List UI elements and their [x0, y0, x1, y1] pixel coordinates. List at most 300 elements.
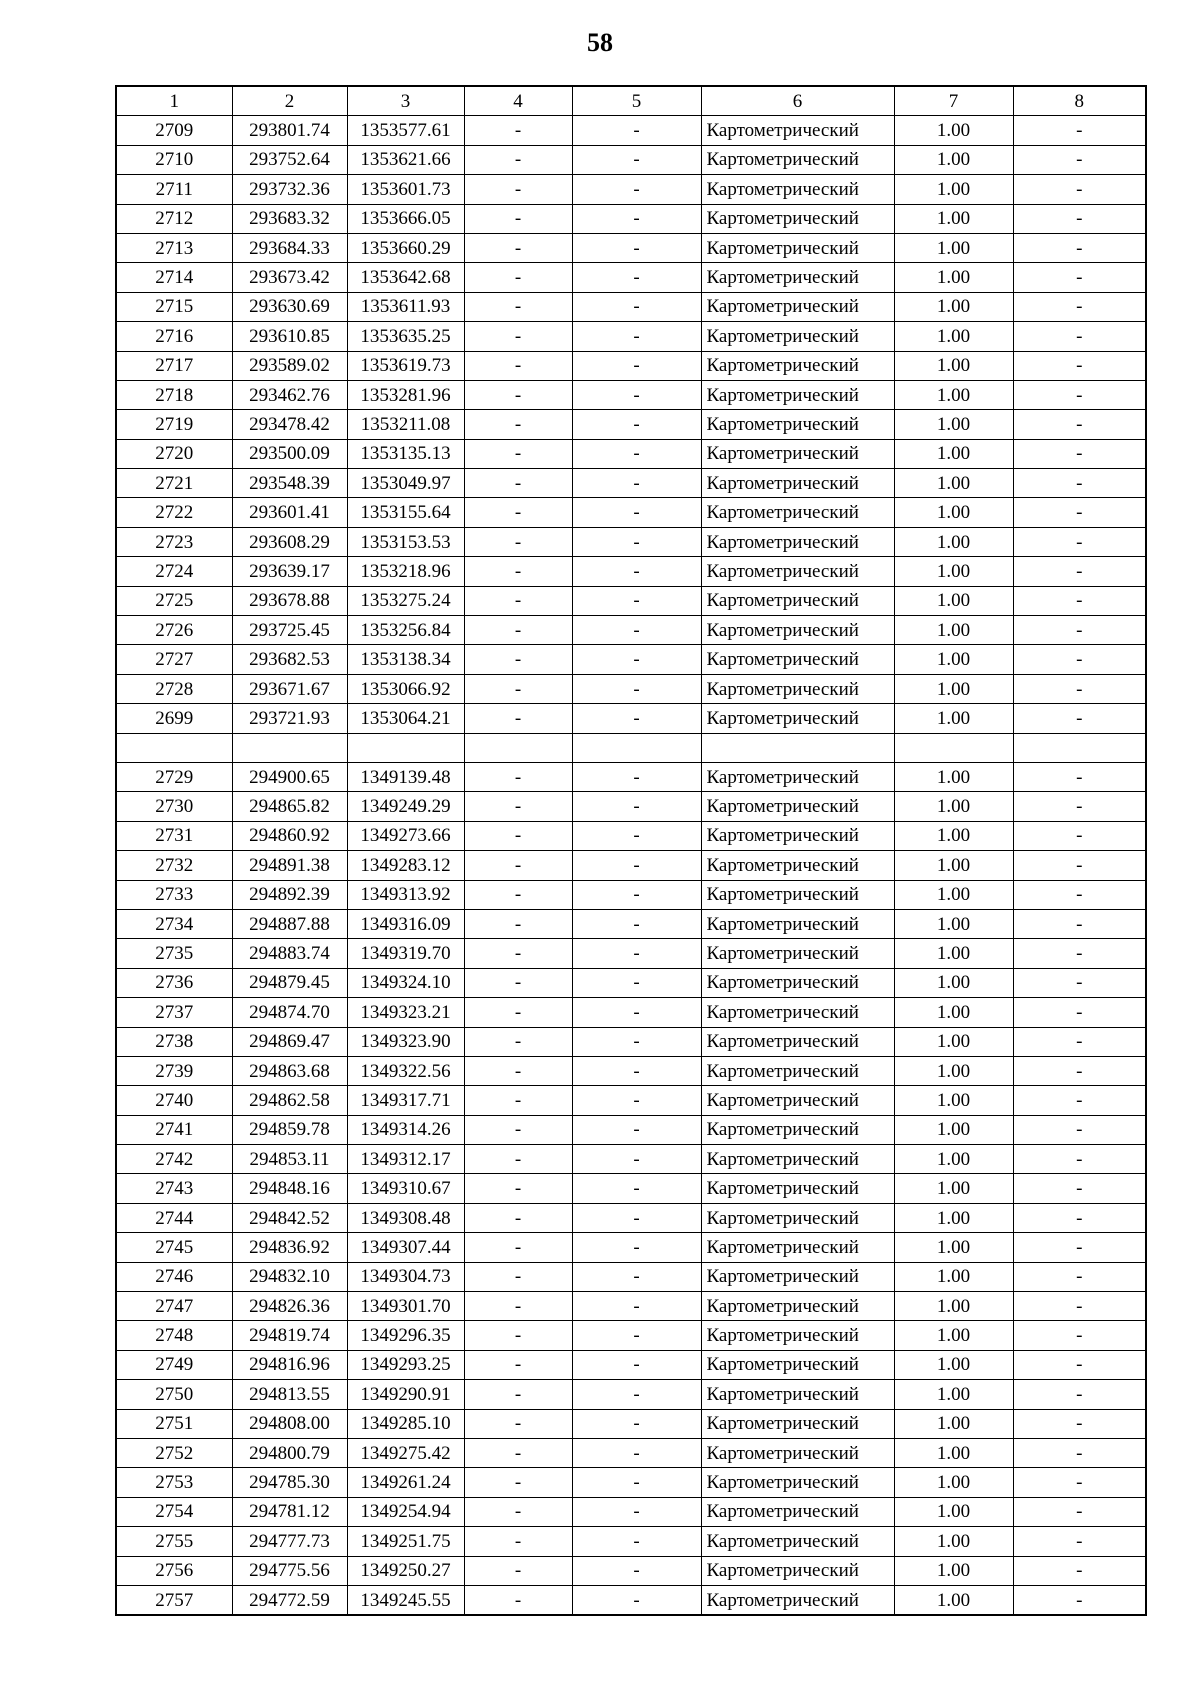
table-cell: 294853.11 — [232, 1145, 347, 1174]
column-header: 3 — [347, 86, 464, 116]
table-cell: Картометрический — [701, 998, 894, 1027]
table-cell: 1.00 — [894, 1292, 1013, 1321]
table-cell: - — [1013, 1145, 1146, 1174]
table-cell: - — [1013, 674, 1146, 703]
table-cell: 1.00 — [894, 1438, 1013, 1467]
table-cell: 1.00 — [894, 1585, 1013, 1615]
table-cell: - — [464, 204, 572, 233]
table-cell: - — [572, 145, 701, 174]
table-cell: 1.00 — [894, 851, 1013, 880]
table-cell: Картометрический — [701, 175, 894, 204]
table-cell: - — [572, 645, 701, 674]
table-row — [116, 1292, 1146, 1321]
table-cell: - — [464, 1292, 572, 1321]
table-cell: - — [1013, 586, 1146, 615]
table-cell: 1.00 — [894, 880, 1013, 909]
table-cell: 1349283.12 — [347, 851, 464, 880]
table-cell: 1353153.53 — [347, 527, 464, 556]
table-row — [116, 116, 1146, 145]
table-cell: - — [572, 1350, 701, 1379]
table-row — [116, 1438, 1146, 1467]
table-cell: - — [572, 263, 701, 292]
table-cell: - — [1013, 292, 1146, 321]
table-row — [116, 1086, 1146, 1115]
table-cell: 2755 — [116, 1527, 232, 1556]
table-cell: - — [1013, 1262, 1146, 1291]
table-cell: - — [1013, 1086, 1146, 1115]
table-row — [116, 1380, 1146, 1409]
table-cell: Картометрический — [701, 145, 894, 174]
table-cell: - — [464, 998, 572, 1027]
table-cell: - — [464, 616, 572, 645]
table-cell: Картометрический — [701, 939, 894, 968]
table-cell: Картометрический — [701, 762, 894, 791]
table-cell: - — [1013, 410, 1146, 439]
table-cell: 2739 — [116, 1056, 232, 1085]
table-cell: 294891.38 — [232, 851, 347, 880]
table-cell: - — [572, 233, 701, 262]
table-cell: 293684.33 — [232, 233, 347, 262]
table-cell: 2736 — [116, 968, 232, 997]
table-cell: - — [464, 439, 572, 468]
table-cell: - — [1013, 351, 1146, 380]
table-cell: 1353621.66 — [347, 145, 464, 174]
table-cell: - — [464, 1527, 572, 1556]
table-cell: - — [572, 1145, 701, 1174]
table-cell: Картометрический — [701, 1468, 894, 1497]
table-cell: 2726 — [116, 616, 232, 645]
empty-cell — [464, 733, 572, 762]
table-cell: 293678.88 — [232, 586, 347, 615]
table-cell: 2712 — [116, 204, 232, 233]
table-cell: 1.00 — [894, 586, 1013, 615]
table-cell: 293610.85 — [232, 322, 347, 351]
table-cell: 294900.65 — [232, 762, 347, 791]
table-cell: - — [464, 939, 572, 968]
table-cell: 294869.47 — [232, 1027, 347, 1056]
page-number: 58 — [587, 28, 613, 57]
table-row — [116, 263, 1146, 292]
table-cell: - — [1013, 1321, 1146, 1350]
table-cell: - — [572, 909, 701, 938]
table-cell: - — [1013, 1438, 1146, 1467]
table-cell: - — [1013, 469, 1146, 498]
table-cell: 1.00 — [894, 322, 1013, 351]
table-cell: 1349316.09 — [347, 909, 464, 938]
column-header: 5 — [572, 86, 701, 116]
table-row — [116, 498, 1146, 527]
table-row — [116, 1527, 1146, 1556]
table-cell: 294862.58 — [232, 1086, 347, 1115]
table-cell: Картометрический — [701, 1056, 894, 1085]
table-cell: - — [464, 1409, 572, 1438]
empty-cell — [894, 733, 1013, 762]
table-row — [116, 439, 1146, 468]
table-cell: - — [1013, 263, 1146, 292]
table-row — [116, 1233, 1146, 1262]
table-cell: 1353138.34 — [347, 645, 464, 674]
table-cell: Картометрический — [701, 1380, 894, 1409]
table-cell: 2752 — [116, 1438, 232, 1467]
table-cell: 1349324.10 — [347, 968, 464, 997]
table-cell: - — [1013, 1233, 1146, 1262]
table-cell: Картометрический — [701, 1556, 894, 1585]
table-cell: 1.00 — [894, 233, 1013, 262]
table-cell: - — [572, 557, 701, 586]
table-cell: 2754 — [116, 1497, 232, 1526]
empty-cell — [347, 733, 464, 762]
table-cell: - — [1013, 439, 1146, 468]
table-cell: 1349322.56 — [347, 1056, 464, 1085]
table-cell: 1349251.75 — [347, 1527, 464, 1556]
table-cell: Картометрический — [701, 1497, 894, 1526]
table-cell: 1349308.48 — [347, 1203, 464, 1232]
table-row — [116, 851, 1146, 880]
table-cell: 1.00 — [894, 263, 1013, 292]
table-cell: 1.00 — [894, 939, 1013, 968]
table-cell: 294781.12 — [232, 1497, 347, 1526]
table-row — [116, 322, 1146, 351]
table-cell: - — [464, 704, 572, 733]
table-cell: 1.00 — [894, 380, 1013, 409]
table-row — [116, 1350, 1146, 1379]
table-cell: 2742 — [116, 1145, 232, 1174]
table-cell: - — [572, 1027, 701, 1056]
table-cell: 1349310.67 — [347, 1174, 464, 1203]
coordinates-table — [115, 85, 1147, 1616]
table-row — [116, 469, 1146, 498]
table-row — [116, 1556, 1146, 1585]
table-cell: 2728 — [116, 674, 232, 703]
table-cell: Картометрический — [701, 351, 894, 380]
table-cell: - — [1013, 1409, 1146, 1438]
table-cell: - — [572, 439, 701, 468]
table-cell: 1.00 — [894, 616, 1013, 645]
table-cell: - — [464, 851, 572, 880]
table-cell: - — [1013, 1380, 1146, 1409]
table-cell: Картометрический — [701, 704, 894, 733]
empty-cell — [1013, 733, 1146, 762]
table-row — [116, 1409, 1146, 1438]
column-header: 7 — [894, 86, 1013, 116]
table-cell: 1349323.90 — [347, 1027, 464, 1056]
table-cell: - — [464, 792, 572, 821]
table-cell: 1.00 — [894, 292, 1013, 321]
table-row — [116, 1203, 1146, 1232]
table-cell: - — [464, 909, 572, 938]
table-cell: 2738 — [116, 1027, 232, 1056]
table-cell: 1349296.35 — [347, 1321, 464, 1350]
table-cell: 1349273.66 — [347, 821, 464, 850]
table-cell: - — [572, 674, 701, 703]
table-cell: - — [1013, 322, 1146, 351]
table-cell: - — [464, 351, 572, 380]
table-cell: - — [464, 322, 572, 351]
table-row — [116, 527, 1146, 556]
table-cell: 2713 — [116, 233, 232, 262]
column-header: 2 — [232, 86, 347, 116]
table-cell: - — [1013, 880, 1146, 909]
table-cell: 2699 — [116, 704, 232, 733]
table-cell: Картометрический — [701, 498, 894, 527]
table-cell: 294859.78 — [232, 1115, 347, 1144]
table-cell: - — [1013, 145, 1146, 174]
table-cell: 1349285.10 — [347, 1409, 464, 1438]
table-cell: Картометрический — [701, 1145, 894, 1174]
table-row — [116, 410, 1146, 439]
table-row — [116, 704, 1146, 733]
table-cell: - — [572, 1115, 701, 1144]
table-cell: - — [572, 1497, 701, 1526]
table-cell: 293639.17 — [232, 557, 347, 586]
table-cell: - — [464, 116, 572, 145]
table-cell: - — [572, 292, 701, 321]
table-cell: - — [572, 1468, 701, 1497]
table-cell: 1.00 — [894, 175, 1013, 204]
table-cell: 2735 — [116, 939, 232, 968]
table-cell: 293671.67 — [232, 674, 347, 703]
column-header: 4 — [464, 86, 572, 116]
table-cell: 1.00 — [894, 1233, 1013, 1262]
table-cell: - — [572, 792, 701, 821]
table-cell: - — [572, 762, 701, 791]
table-cell: 1349249.29 — [347, 792, 464, 821]
table-cell: Картометрический — [701, 1262, 894, 1291]
table-cell: - — [464, 1086, 572, 1115]
table-cell: 2733 — [116, 880, 232, 909]
table-row — [116, 939, 1146, 968]
table-row — [116, 1497, 1146, 1526]
table-cell: 293732.36 — [232, 175, 347, 204]
table-cell: - — [1013, 968, 1146, 997]
table-cell: - — [572, 380, 701, 409]
table-cell: Картометрический — [701, 410, 894, 439]
table-cell: Картометрический — [701, 674, 894, 703]
table-cell: - — [572, 1203, 701, 1232]
table-cell: 2729 — [116, 762, 232, 791]
table-cell: 2718 — [116, 380, 232, 409]
table-cell: 1.00 — [894, 1203, 1013, 1232]
table-cell: - — [572, 1086, 701, 1115]
table-cell: 294772.59 — [232, 1585, 347, 1615]
table-cell: - — [572, 1233, 701, 1262]
table-cell: - — [464, 145, 572, 174]
table-cell: - — [464, 1556, 572, 1585]
table-row — [116, 1027, 1146, 1056]
table-cell: 293462.76 — [232, 380, 347, 409]
table-cell: - — [572, 1556, 701, 1585]
table-cell: 1349293.25 — [347, 1350, 464, 1379]
table-cell: - — [1013, 939, 1146, 968]
table-cell: 1.00 — [894, 1350, 1013, 1379]
table-cell: - — [1013, 909, 1146, 938]
table-cell: 1353601.73 — [347, 175, 464, 204]
table-cell: 2741 — [116, 1115, 232, 1144]
table-cell: 1.00 — [894, 674, 1013, 703]
table-cell: - — [464, 586, 572, 615]
table-cell: - — [464, 469, 572, 498]
table-cell: - — [572, 1585, 701, 1615]
separator-row — [116, 733, 1146, 762]
table-cell: 1353155.64 — [347, 498, 464, 527]
table-cell: - — [1013, 204, 1146, 233]
table-cell: 2737 — [116, 998, 232, 1027]
table-cell: 293725.45 — [232, 616, 347, 645]
table-cell: - — [572, 1409, 701, 1438]
table-cell: - — [572, 351, 701, 380]
table-cell: 2716 — [116, 322, 232, 351]
table-cell: - — [1013, 527, 1146, 556]
table-cell: Картометрический — [701, 1027, 894, 1056]
table-row — [116, 557, 1146, 586]
table-cell: 1349290.91 — [347, 1380, 464, 1409]
table-cell: - — [464, 1438, 572, 1467]
table-cell: Картометрический — [701, 1292, 894, 1321]
table-row — [116, 586, 1146, 615]
table-cell: 2723 — [116, 527, 232, 556]
table-cell: 2730 — [116, 792, 232, 821]
table-cell: 1.00 — [894, 1056, 1013, 1085]
table-cell: 293721.93 — [232, 704, 347, 733]
table-cell: 1353066.92 — [347, 674, 464, 703]
table-cell: - — [464, 968, 572, 997]
table-cell: 2743 — [116, 1174, 232, 1203]
table-cell: Картометрический — [701, 792, 894, 821]
table-cell: - — [1013, 1174, 1146, 1203]
table-cell: - — [572, 527, 701, 556]
table-cell: 293601.41 — [232, 498, 347, 527]
table-cell: Картометрический — [701, 116, 894, 145]
table-cell: 1349312.17 — [347, 1145, 464, 1174]
table-cell: Картометрический — [701, 880, 894, 909]
table-row — [116, 909, 1146, 938]
table-cell: 1349245.55 — [347, 1585, 464, 1615]
table-cell: - — [1013, 1203, 1146, 1232]
table-cell: 1349275.42 — [347, 1438, 464, 1467]
table-cell: Картометрический — [701, 1527, 894, 1556]
column-header: 8 — [1013, 86, 1146, 116]
table-row — [116, 762, 1146, 791]
table-cell: 294860.92 — [232, 821, 347, 850]
table-cell: - — [572, 204, 701, 233]
table-cell: - — [464, 498, 572, 527]
table-cell: - — [464, 1585, 572, 1615]
table-cell: 294785.30 — [232, 1468, 347, 1497]
table-cell: 293500.09 — [232, 439, 347, 468]
table-cell: - — [572, 1438, 701, 1467]
table-cell: 293630.69 — [232, 292, 347, 321]
table-cell: 1.00 — [894, 909, 1013, 938]
table-cell: 1.00 — [894, 968, 1013, 997]
table-cell: - — [464, 1262, 572, 1291]
table-cell: - — [572, 410, 701, 439]
table-row — [116, 792, 1146, 821]
table-cell: - — [1013, 1556, 1146, 1585]
table-cell: Картометрический — [701, 1585, 894, 1615]
table-cell: 2745 — [116, 1233, 232, 1262]
table-cell: 2727 — [116, 645, 232, 674]
table-cell: - — [1013, 792, 1146, 821]
table-cell: 2740 — [116, 1086, 232, 1115]
table-cell: 1.00 — [894, 469, 1013, 498]
table-row — [116, 998, 1146, 1027]
table-cell: - — [1013, 1350, 1146, 1379]
table-cell: - — [572, 175, 701, 204]
table-cell: - — [1013, 821, 1146, 850]
table-cell: Картометрический — [701, 851, 894, 880]
table-cell: 1353642.68 — [347, 263, 464, 292]
table-cell: - — [572, 968, 701, 997]
table-cell: Картометрический — [701, 322, 894, 351]
table-cell: 1.00 — [894, 351, 1013, 380]
table-row — [116, 292, 1146, 321]
table-cell: 294874.70 — [232, 998, 347, 1027]
table-cell: Картометрический — [701, 616, 894, 645]
table-cell: - — [572, 821, 701, 850]
table-cell: Картометрический — [701, 292, 894, 321]
table-cell: Картометрический — [701, 380, 894, 409]
table-cell: - — [1013, 557, 1146, 586]
table-cell: 1353275.24 — [347, 586, 464, 615]
table-cell: - — [1013, 1056, 1146, 1085]
table-cell: 1.00 — [894, 1262, 1013, 1291]
table-row — [116, 1262, 1146, 1291]
table-cell: 1.00 — [894, 1145, 1013, 1174]
table-cell: 1353281.96 — [347, 380, 464, 409]
table-cell: 294800.79 — [232, 1438, 347, 1467]
column-header: 1 — [116, 86, 232, 116]
table-cell: 2753 — [116, 1468, 232, 1497]
table-cell: 293682.53 — [232, 645, 347, 674]
table-cell: 1.00 — [894, 1086, 1013, 1115]
table-row — [116, 880, 1146, 909]
table-cell: Картометрический — [701, 909, 894, 938]
table-cell: 1349139.48 — [347, 762, 464, 791]
table-cell: 1.00 — [894, 1409, 1013, 1438]
table-cell: 294892.39 — [232, 880, 347, 909]
table-cell: - — [464, 821, 572, 850]
table-cell: Картометрический — [701, 1350, 894, 1379]
table-cell: - — [572, 1262, 701, 1291]
table-cell: Картометрический — [701, 233, 894, 262]
table-cell: Картометрический — [701, 527, 894, 556]
table-cell: 1.00 — [894, 1497, 1013, 1526]
table-cell: - — [572, 704, 701, 733]
table-cell: - — [1013, 380, 1146, 409]
table-row — [116, 821, 1146, 850]
table-cell: 294848.16 — [232, 1174, 347, 1203]
table-cell: 293673.42 — [232, 263, 347, 292]
table-cell: 294879.45 — [232, 968, 347, 997]
table-cell: - — [464, 880, 572, 909]
table-cell: - — [1013, 645, 1146, 674]
table-cell: 1.00 — [894, 998, 1013, 1027]
table-cell: - — [464, 1115, 572, 1144]
table-cell: 2711 — [116, 175, 232, 204]
table-cell: - — [1013, 116, 1146, 145]
table-cell: 1353619.73 — [347, 351, 464, 380]
table-cell: 1.00 — [894, 792, 1013, 821]
table-cell: - — [464, 1380, 572, 1409]
table-cell: - — [572, 1321, 701, 1350]
table-row — [116, 968, 1146, 997]
table-cell: - — [464, 1233, 572, 1262]
table-cell: 1.00 — [894, 145, 1013, 174]
table-row — [116, 175, 1146, 204]
table-cell: 2750 — [116, 1380, 232, 1409]
table-cell: - — [464, 762, 572, 791]
table-cell: 1349301.70 — [347, 1292, 464, 1321]
